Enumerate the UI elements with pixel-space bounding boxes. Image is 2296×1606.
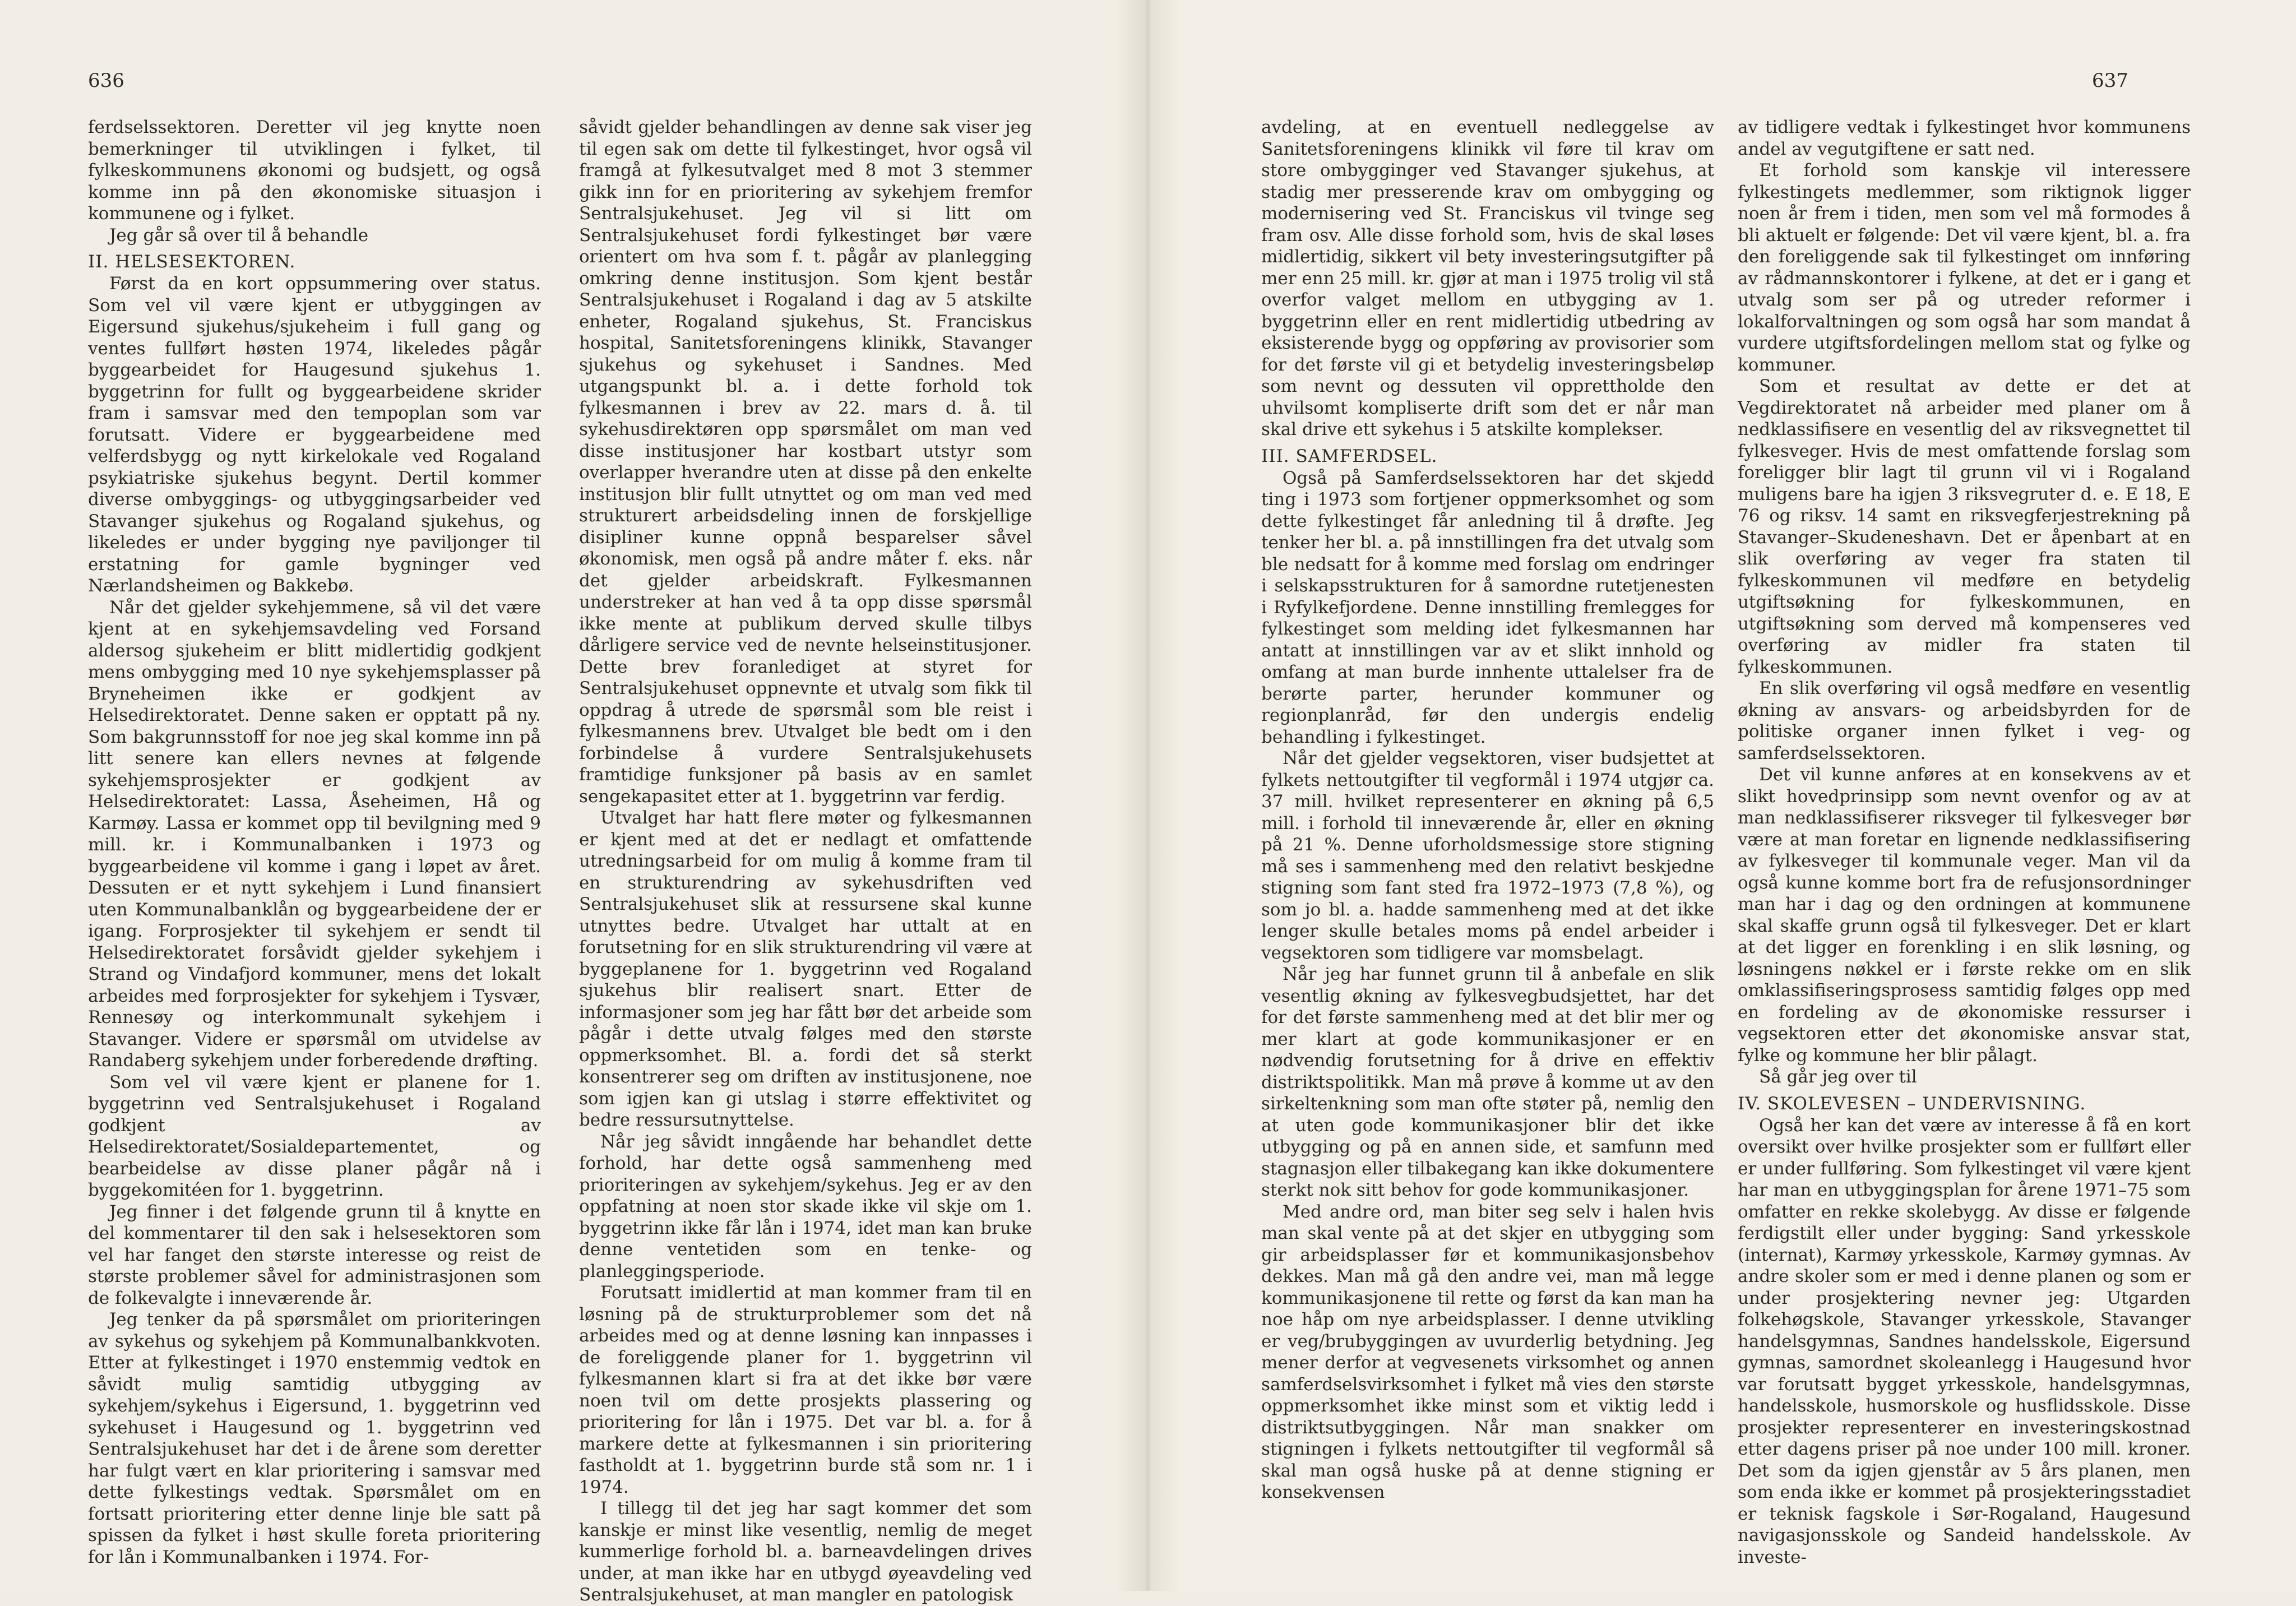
paragraph: Et forhold som kanskje vil interessere fylkestingets medlemmer, som riktignok ligger noen år frem i tiden, men som vel må formodes å bli aktuelt er følgende: Det vil være kjent, bl. a. fra den foreliggende sak til fylkestinget om innføring av rådmannskontorer i fylkene, at det er i gang et utvalg som ser på og utreder reformer i lokalforvaltningen og som også har som mandat å vurdere utgiftsfordelingen mellom stat og fylke og kommuner. [1738, 160, 2191, 375]
paragraph: avdeling, at en eventuell nedleggelse av Sanitetsforeningens klinikk vil føre til krav om store ombygginger ved Stavanger sjukehus, at stadig mer presserende krav om ombygging og modernisering ved St. Franciskus vil tvinge seg fram osv. Alle disse forhold som, hvis de skal løses midlertidig, sikkert vil bety investeringsutgifter på mer enn 25 mill. kr. gjør at man i 1975 trolig vil stå overfor valget mellom en utbygging av 1. byggetrinn eller en rent midlertidig utbedring av eksisterende bygg og oppføring av provisorier som for det første vil gi et betydelig investeringsbeløp som nevnt og dessuten vil opprettholde den uhvilsomt kompliserte drift som det er når man skal drive ett sykehus i 5 atskilte komplekser. [1261, 117, 1714, 439]
paragraph: av tidligere vedtak i fylkestinget hvor kommunens andel av vegutgiftene er satt ned. [1738, 117, 2191, 159]
paragraph: En slik overføring vil også medføre en vesentlig økning av ansvars- og arbeidsbyrden for de politiske organer innen fylket i veg- og samferdselssektoren. [1738, 678, 2191, 763]
left-page-column-1 [88, 117, 541, 1567]
paragraph: Forutsatt imidlertid at man kommer fram til en løsning på de strukturproblemer som det nå arbeides med og at denne løsning kan innpasses i de foreliggende planer for 1. byggetrinn vil fylkesmannen klart si fra at det ikke bør være noen tvil om dette prosjekts plassering og prioritering for lån i 1975. Det var bl. a. for å markere dette at fylkesmannen i sin prioritering fastholdt at 1. byggetrinn burde stå som nr. 1 i 1974. [579, 1283, 1032, 1497]
paragraph: Når det gjelder vegsektoren, viser budsjettet at fylkets nettoutgifter til vegformål i 1974 utgjør ca. 37 mill. hvilket representerer en økning på 6,5 mill. i forhold til inneværende år, eller en økning på 21 %. Denne uforholdsmessige store stigning må ses i sammenheng med den relativt beskjedne stigning som fant sted fra 1972–1973 (7,8 %), og som jo bl. a. hadde sammenheng med at det ikke lenger skulle betales moms på endel arbeider i vegsektoren som tidligere var momsbelagt. [1261, 748, 1714, 963]
paragraph: Som et resultat av dette er det at Vegdirektoratet nå arbeider med planer om å nedklassifisere en vesentlig del av riksvegnettet til fylkesveger. Hvis de mest omfattende forslag som foreligger blir lagt til grunn vil vi i Rogaland muligens bare ha igjen 3 riksvegruter d. e. E 18, E 76 og riksv. 14 samt en riksvegferjestrekning på Stavanger–Skudeneshavn. Det er åpenbart at en slik overføring av veger fra staten til fylkeskommunen vil medføre en betydelig utgiftsøkning for fylkeskommunen, en utgiftsøkning som derved må kompenseres ved overføring av midler fra staten til fylkeskommunen. [1738, 376, 2191, 677]
section-heading-helsesektoren: II. HELSESEKTOREN. [88, 252, 296, 272]
paragraph: Det vil kunne anføres at en konsekvens av et slikt hovedprinsipp som nevnt ovenfor og av at man nedklassifiserer riksveger til fylkesveger bør være at man foretar en lignende nedklassifisering av fylkesveger til kommunale veger. Man vil da også kunne komme bort fra de refusjonsordninger man har i dag og den ordningen at kommunene skal skaffe grunn også til fylkesveger. Det er klart at det ligger en forenkling i en slik løsning, og løsningens nøkkel er i første rekke om en slik omklassifiseringsprosess samtidig følges opp med en fordeling av de økonomiske ressurser i vegsektoren etter det økonomiske ansvar stat, fylke og kommune her blir pålagt. [1738, 765, 2191, 1066]
page-number-right: 637 [2092, 70, 2128, 92]
paragraph: såvidt gjelder behandlingen av denne sak viser jeg til egen sak om dette til fylkestinget, hvor også vil framgå at fylkesutvalget med 8 mot 3 stemmer gikk inn for en prioritering av sykehjem fremfor Sentralsjukehuset. Jeg vil si litt om Sentralsjukehuset fordi fylkestinget bør være orientert om hva som f. t. pågår av planlegging omkring denne institusjon. Som kjent består Sentralsjukehuset i Rogaland i dag av 5 atskilte enheter, Rogaland sjukehus, St. Franciskus hospital, Sanitetsforeningens klinikk, Stavanger sjukehus og sykehuset i Sandnes. Med utgangspunkt bl. a. i dette forhold tok fylkesmannen i brev av 22. mars d. å. til sykehusdirektøren opp spørsmålet om man ved disse institusjoner har kostbart utstyr som overlapper hverandre uten at disse på den enkelte institusjon blir fullt utnyttet og om man ved med strukturert arbeidsdeling innen de forskjellige disipliner kunne oppnå besparelser såvel økonomisk, men også på andre måter f. eks. når det gjelder arbeidskraft. Fylkesmannen understreker at han ved å ta opp disse spørsmål ikke mente at publikum derved skulle tilbys dårligere service ved de nevnte helseinstitusjoner. Dette brev foranlediget at styret for Sentralsjukehuset oppnevnte et utvalg som fikk til oppdrag å utrede de spørsmål som ble reist i fylkesmannens brev. Utvalget ble bedt om i den forbindelse å vurdere Sentralsjukehusets framtidige funksjoner på basis av en samlet sengekapasitet etter at 1. byggetrinn var ferdig. [579, 117, 1032, 807]
paragraph: Først da en kort oppsummering over status. Som vel vil være kjent er utbyggingen av Eigersund sjukehus/sjukeheim i full gang og ventes fullført høsten 1974, likeledes pågår byggearbeidet for Haugesund sjukehus 1. byggetrinn for fullt og byggearbeidene skrider fram i samsvar med den tempoplan som var forutsatt. Videre er byggearbeidene med velferdsbygg og nytt kirkelokale ved Rogaland psykiatriske sjukehus begynt. Dertil kommer diverse ombyggings- og utbyggingsarbeider ved Stavanger sjukehus og Rogaland sjukehus, og likeledes er under bygging nye paviljonger til erstatning for gamle bygninger ved Nærlandsheimen og Bakkebø. [88, 274, 541, 596]
paragraph: Med andre ord, man biter seg selv i halen hvis man skal vente på at det skjer en utbygging som gir arbeidsplasser før et kommunikasjonsbehov dekkes. Man må gå den andre vei, man må legge kommunikasjonene til rette og først da kan man ha noe håp om nye arbeidsplasser. I denne utvikling er veg/brubyggingen av uvurderlig betydning. Jeg mener derfor at vegvesenets virksomhet og annen samferdselsvirksomhet i fylket må vies den største oppmerksomhet ikke minst som et viktig ledd i distriktsutbyggingen. Når man snakker om stigningen i fylkets nettoutgifter til vegformål så skal man også huske på at denne stigning er konsekvensen [1261, 1201, 1714, 1502]
paragraph: Så går jeg over til [1759, 1067, 1917, 1087]
paragraph: I tillegg til det jeg har sagt kommer det som kanskje er minst like vesentlig, nemlig de meget kummerlige forhold bl. a. barneavdelingen drives under, at man ikke har en utbygd øyeavdeling ved Sentralsjukehuset, at man mangler en patologisk [579, 1498, 1032, 1605]
paragraph: Når jeg har funnet grunn til å anbefale en slik vesentlig økning av fylkesvegbudsjettet, har det for det første sammenheng med at det blir mer og mer klart at gode kommunikasjoner er en nødvendig forutsetning for å drive en effektiv distriktspolitikk. Man må prøve å komme ut av den sirkeltenkning som man ofte støter på, nemlig den at uten gode kommunikasjoner blir det ikke utbygging og på en annen side, et samfunn med stagnasjon eller tilbakegang kan ikke dokumentere sterkt nok sitt behov for gode kommunikasjoner. [1261, 964, 1714, 1200]
section-heading-samferdsel: III. SAMFERDSEL. [1261, 446, 1438, 466]
right-page-column-1 [1261, 117, 1714, 1563]
paragraph: Utvalget har hatt flere møter og fylkesmannen er kjent med at det er nedlagt et omfattende utredningsarbeid for om mulig å komme fram til en strukturendring av sykehusdriften ved Sentralsjukehuset slik at ressursene skal kunne utnyttes bedre. Utvalget har uttalt at en forutsetning for en slik strukturendring vil være at byggeplanene for 1. byggetrinn ved Rogaland sjukehus blir realisert snart. Etter de informasjoner som jeg har fått bør det arbeide som pågår i dette utvalg følges med den største oppmerksomhet. Bl. a. fordi det så sterkt konsentrerer seg om driften av institusjonene, noe som igjen kan gi utslag i større effektivitet og bedre ressursutnyttelse. [579, 808, 1032, 1130]
left-page [0, 0, 1148, 1605]
paragraph: Jeg tenker da på spørsmålet om prioriteringen av sykehus og sykehjem på Kommunalbankkvoten. Etter at fylkestinget i 1970 enstemmig vedtok en såvidt mulig samtidig utbygging av sykehjem/sykehus i Eigersund, 1. byggetrinn ved sykehuset i Haugesund og 1. byggetrinn ved Sentralsjukehuset har det i de årene som deretter har fulgt vært en klar prioritering i samsvar med dette fylkestings vedtak. Spørsmålet om en fortsatt prioritering etter denne linje ble satt på spissen da fylket i høst skulle foreta prioritering for lån i Kommunalbanken i 1974. For- [88, 1309, 541, 1567]
paragraph: Jeg går så over til å behandle [109, 225, 369, 246]
right-page [1148, 0, 2296, 1591]
paragraph: Når jeg såvidt inngående har behandlet dette forhold, har dette også sammenheng med prioriteringen av sykehjem/sykehus. Jeg er av den oppfatning at noen stor skade ikke vil skje om 1. byggetrinn ikke får lån i 1974, idet man kan bruke denne ventetiden som en tenke- og planleggingsperiode. [579, 1131, 1032, 1281]
left-page-column-2 [579, 117, 1032, 1605]
section-heading-skolevesen: IV. SKOLEVESEN – UNDERVISNING. [1738, 1093, 2086, 1114]
paragraph: Når det gjelder sykehjemmene, så vil det være kjent at en sykehjemsavdeling ved Forsand aldersog sjukeheim er blitt midlertidig godkjent mens ombygging med 10 nye sykehjemsplasser på Bryneheimen ikke er godkjent av Helsedirektoratet. Denne saken er opptatt på ny. Som bakgrunnsstoff for noe jeg skal komme inn på litt senere kan ellers nevnes at følgende sykehjemsprosjekter er godkjent av Helsedirektoratet: Lassa, Åseheimen, Hå og Karmøy. Lassa er kommet opp til bevilgning med 9 mill. kr. i Kommunalbanken i 1973 og byggearbeidene vil komme i gang i løpet av året. Dessuten er et nytt sykehjem i Lund finansiert uten Kommunalbanklån og byggearbeidene der er igang. Forprosjekter til sykehjem er sendt til Helsedirektoratet forsåvidt gjelder sykehjem i Strand og Vindafjord kommuner, mens det lokalt arbeides med forprosjekter for sykehjem i Tysvær, Rennesøy og interkommunalt sykehjem i Stavanger. Videre er spørsmål om utvidelse av Randaberg sykehjem under forberedende drøfting. [88, 597, 541, 1071]
paragraph: Også her kan det være av interesse å få en kort oversikt over hvilke prosjekter som er fullført eller er under fullføring. Som fylkestinget vil være kjent har man en utbyggingsplan for årene 1971–75 som omfatter en rekke skolebygg. Av disse er følgende ferdigstilt eller under bygging: Sand yrkesskole (internat), Karmøy yrkesskole, Karmøy gymnas. Av andre skoler som er med i denne planen og som er under prosjektering nevner jeg: Utgarden folkehøgskole, Stavanger yrkesskole, Stavanger handelsgymnas, Sandnes handelsskole, Eigersund gymnas, samordnet skoleanlegg i Haugesund hvor var forutsatt bygget yrkesskole, handelsgymnas, handelsskole, husmorskole og husflidsskole. Disse prosjekter representerer en investeringskostnad etter dagens priser på noe under 100 mill. kroner. Det som da igjen gjenstår av 5 års planen, men som enda ikke er kommet på prosjekteringsstadiet er teknisk fagskole i Sør-Rogaland, Haugesund navigasjonsskole og Sandeid handelsskole. Av investe- [1738, 1115, 2191, 1567]
paragraph: Som vel vil være kjent er planene for 1. byggetrinn ved Sentralsjukehuset i Rogaland godkjent av Helsedirektoratet/Sosialdepartementet, og bearbeidelse av disse planer pågår nå i byggekomitéen for 1. byggetrinn. [88, 1072, 541, 1200]
paragraph: Jeg finner i det følgende grunn til å knytte en del kommentarer til den sak i helsesektoren som vel har fanget den største interesse og reist de største problemer såvel for administrasjonen som de folkevalgte i inneværende år. [88, 1201, 541, 1308]
right-page-column-2 [1738, 117, 2191, 1567]
paragraph: Også på Samferdselssektoren har det skjedd ting i 1973 som fortjener oppmerksomhet og som dette fylkestinget får anledning til å drøfte. Jeg tenker her bl. a. på innstillingen fra det utvalg som ble nedsatt for å komme med forslag om endringer i selskapsstrukturen for å samordne rutetjenesten i Ryfylkefjordene. Denne innstilling fremlegges for fylkestinget som melding idet fylkesmannen har antatt at innstillingen var av et slikt innhold og omfang at man burde innhente uttalelser fra de berørte parter, herunder kommuner og regionplanråd, før den undergis endelig behandling i fylkestinget. [1261, 468, 1714, 747]
page-number-left: 636 [88, 70, 124, 92]
paragraph: ferdselssektoren. Deretter vil jeg knytte noen bemerkninger til utviklingen i fylket, til fylkeskommunens økonomi og budsjett, og også komme inn på den økonomiske situasjon i kommunene og i fylket. [88, 117, 541, 224]
book-gutter [1115, 0, 1181, 1591]
